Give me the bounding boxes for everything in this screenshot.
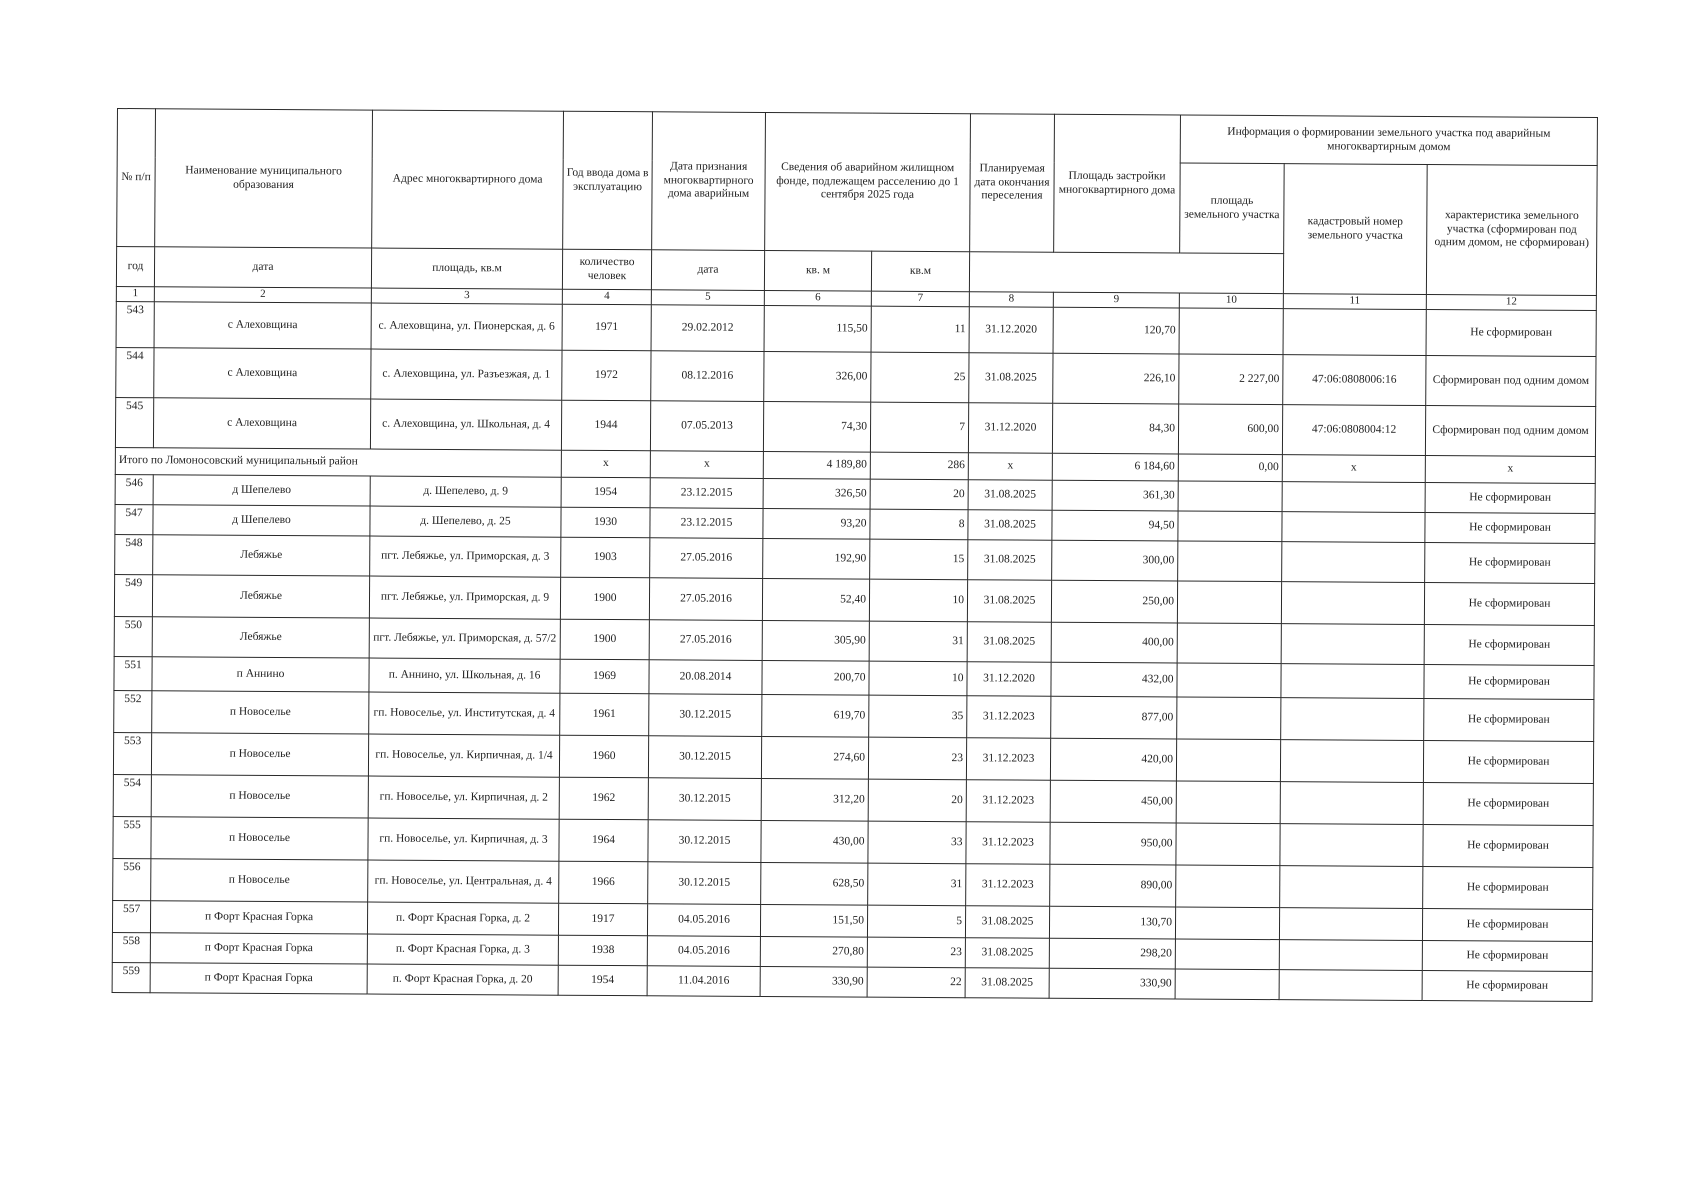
cell-planned-date: 31.12.2020 — [967, 662, 1051, 697]
cell-cadastral-number — [1280, 866, 1423, 909]
cell-year: 1972 — [562, 350, 651, 401]
header-fund: Сведения об аварийном жилищном фонде, подлежащем расселению до 1 сентября 2025 года — [765, 112, 971, 251]
cell-cadastral-number — [1281, 664, 1424, 699]
cell-planned-date: 31.12.2023 — [966, 738, 1050, 781]
cell-land-status: Не сформирован — [1423, 782, 1593, 825]
header-num: № п/п — [117, 109, 156, 247]
cell-cadastral-number — [1279, 908, 1422, 941]
cell-building-area: 84,30 — [1052, 403, 1178, 454]
cell-people-count: 25 — [871, 352, 969, 403]
cell-people-count: 31 — [869, 621, 967, 662]
cell-municipality: п Аннино — [152, 657, 369, 692]
cell-year: 1944 — [561, 400, 650, 451]
cell-fund-area: 74,30 — [763, 401, 870, 452]
cell-land-area — [1178, 511, 1282, 542]
cell-fund-area: 305,90 — [762, 620, 869, 661]
cell-cadastral-number: 47:06:0808006:16 — [1283, 355, 1426, 406]
cell-fund-area: 326,50 — [763, 478, 870, 509]
header-cadastral: кадастровый номер земельного участка — [1283, 164, 1427, 295]
cell-year: 1971 — [562, 304, 651, 351]
cell-land-area — [1177, 663, 1281, 698]
column-index-cell: 2 — [154, 287, 371, 303]
cell-building-area: 130,70 — [1049, 906, 1175, 939]
cell-address: пгт. Лебяжье, ул. Приморская, д. 9 — [369, 576, 560, 619]
cell-municipality: п Форт Красная Горка — [150, 933, 367, 964]
total-planned: x — [968, 453, 1052, 481]
cell-municipality: п Новоселье — [151, 733, 368, 776]
cell-people-count: 10 — [869, 579, 967, 622]
cell-address: пгт. Лебяжье, ул. Приморская, д. 3 — [370, 536, 561, 577]
cell-planned-date: 31.12.2023 — [966, 780, 1050, 823]
cell-land-status: Не сформирован — [1425, 482, 1595, 513]
cell-year: 1966 — [559, 861, 648, 904]
cell-municipality: п Форт Красная Горка — [150, 963, 367, 994]
unit-date: дата — [154, 247, 371, 288]
cell-land-area — [1175, 969, 1279, 1000]
cell-planned-date: 31.12.2023 — [967, 696, 1051, 739]
cell-fund-area: 200,70 — [762, 660, 869, 695]
cell-land-area — [1175, 939, 1279, 970]
cell-fund-area: 93,20 — [763, 508, 870, 539]
cell-fund-area: 312,20 — [761, 778, 868, 821]
cell-municipality: с Алеховщина — [154, 302, 371, 349]
cell-planned-date: 31.12.2023 — [966, 822, 1050, 865]
cell-municipality: с Алеховщина — [154, 348, 371, 399]
header-land-info: Информация о формировании земельного участка под аварийным многоквартирным домом — [1180, 115, 1597, 166]
cell-row-number: 554 — [113, 774, 151, 816]
cell-land-area — [1176, 781, 1280, 824]
cell-cadastral-number — [1280, 782, 1423, 825]
unit-people: количество человек — [562, 249, 651, 290]
cell-people-count: 23 — [868, 737, 966, 780]
cell-cadastral-number — [1280, 824, 1423, 867]
cell-recognition-date: 30.12.2015 — [648, 778, 761, 821]
table-row — [116, 347, 1596, 406]
cell-people-count: 7 — [870, 402, 968, 453]
cell-year: 1954 — [558, 965, 647, 996]
cell-cadastral-number — [1281, 582, 1424, 625]
column-index-cell: 8 — [969, 292, 1053, 308]
table-header — [116, 109, 1597, 296]
cell-address: гп. Новоселье, ул. Кирпичная, д. 2 — [368, 776, 559, 819]
column-index-cell: 11 — [1283, 294, 1426, 310]
total-year: x — [561, 450, 650, 478]
cell-people-count: 22 — [867, 967, 965, 998]
cell-land-status: Не сформирован — [1425, 542, 1595, 583]
cell-address: пгт. Лебяжье, ул. Приморская, д. 57/2 — [369, 618, 560, 659]
cell-recognition-date: 27.05.2016 — [649, 620, 762, 661]
cell-row-number: 545 — [115, 397, 153, 447]
cell-municipality: п Новоселье — [151, 775, 368, 818]
cell-year: 1969 — [560, 659, 649, 694]
cell-land-status: Не сформирован — [1423, 866, 1593, 909]
cell-fund-area: 274,60 — [761, 736, 868, 779]
cell-fund-area: 151,50 — [760, 904, 867, 937]
cell-municipality: с Алеховщина — [153, 398, 370, 449]
cell-municipality: Лебяжье — [153, 535, 370, 576]
cell-land-area — [1176, 865, 1280, 908]
cell-land-status: Не сформирован — [1422, 908, 1592, 941]
cell-land-area: 2 227,00 — [1179, 354, 1283, 405]
total-build: 6 184,60 — [1052, 453, 1178, 481]
cell-land-status: Не сформирован — [1424, 624, 1594, 665]
cell-fund-area: 628,50 — [761, 862, 868, 905]
header-building-area: Площадь застройки многоквартирного дома — [1054, 114, 1181, 253]
cell-municipality: Лебяжье — [152, 617, 369, 658]
cell-building-area: 950,00 — [1050, 822, 1176, 865]
cell-land-area — [1179, 308, 1283, 355]
cell-people-count: 10 — [869, 661, 967, 696]
cell-land-area: 600,00 — [1178, 404, 1282, 455]
header-land-area: площадь земельного участка — [1180, 163, 1285, 254]
cell-people-count: 31 — [868, 863, 966, 906]
unit-sqm: кв. м — [764, 250, 871, 291]
cell-recognition-date: 27.05.2016 — [650, 538, 763, 579]
column-index-cell: 9 — [1053, 292, 1179, 308]
cell-row-number: 546 — [115, 474, 153, 504]
cell-fund-area: 270,80 — [760, 936, 867, 967]
total-label: Итого по Ломоносовский муниципальный район — [115, 447, 561, 477]
cell-row-number: 550 — [114, 616, 152, 656]
cell-address: п. Аннино, ул. Школьная, д. 16 — [369, 658, 560, 693]
cell-recognition-date: 04.05.2016 — [647, 904, 760, 937]
cell-fund-area: 52,40 — [762, 578, 869, 621]
cell-recognition-date: 29.02.2012 — [651, 305, 764, 352]
cell-address: п. Форт Красная Горка, д. 20 — [367, 964, 558, 995]
total-area: 4 189,80 — [763, 451, 870, 479]
header-year: Год ввода дома в эксплуатацию — [563, 111, 653, 250]
cell-row-number: 547 — [115, 504, 153, 534]
unit-date2: дата — [651, 250, 764, 291]
cell-row-number: 543 — [116, 301, 154, 347]
cell-recognition-date: 27.05.2016 — [649, 578, 762, 621]
cell-row-number: 557 — [112, 900, 150, 932]
cell-row-number: 548 — [115, 534, 153, 574]
cell-address: д. Шепелево, д. 9 — [370, 476, 561, 507]
cell-address: п. Форт Красная Горка, д. 2 — [367, 902, 558, 935]
cell-building-area: 361,30 — [1052, 480, 1178, 511]
cell-recognition-date: 04.05.2016 — [647, 936, 760, 967]
total-cad: x — [1282, 455, 1425, 483]
cell-land-area — [1176, 739, 1280, 782]
cell-land-status: Сформирован под одним домом — [1426, 356, 1596, 407]
cell-recognition-date: 23.12.2015 — [650, 508, 763, 539]
cell-land-status: Не сформирован — [1426, 310, 1596, 357]
cell-cadastral-number — [1283, 309, 1426, 356]
header-land-char: характеристика земельного участка (сформирован под одним домом, не сформирован) — [1426, 165, 1597, 296]
cell-planned-date: 31.08.2025 — [968, 480, 1052, 511]
cell-year: 1900 — [560, 619, 649, 660]
housing-table — [112, 108, 1598, 1002]
cell-recognition-date: 23.12.2015 — [650, 478, 763, 509]
cell-building-area: 226,10 — [1053, 353, 1179, 404]
cell-year: 1960 — [559, 735, 648, 778]
header-municipality: Наименование муниципального образования — [155, 109, 373, 248]
cell-building-area: 400,00 — [1051, 622, 1177, 663]
cell-building-area: 300,00 — [1052, 540, 1178, 581]
cell-people-count: 20 — [870, 479, 968, 510]
total-people: 286 — [870, 452, 968, 480]
cell-fund-area: 192,90 — [763, 538, 870, 579]
column-index-cell: 3 — [371, 288, 562, 304]
cell-building-area: 432,00 — [1051, 662, 1177, 697]
cell-fund-area: 619,70 — [762, 694, 869, 737]
cell-address: с. Алеховщина, ул. Разъезжая, д. 1 — [371, 349, 562, 400]
cell-recognition-date: 07.05.2013 — [650, 401, 763, 452]
cell-row-number: 553 — [113, 732, 151, 774]
cell-land-status: Не сформирован — [1423, 740, 1593, 783]
cell-building-area: 94,50 — [1052, 510, 1178, 541]
cell-recognition-date: 30.12.2015 — [649, 694, 762, 737]
cell-address: гп. Новоселье, ул. Институтская, д. 4 — [369, 692, 560, 735]
cell-municipality: Лебяжье — [152, 575, 369, 618]
cell-address: с. Алеховщина, ул. Пионерская, д. 6 — [371, 303, 562, 350]
cell-municipality: д Шепелево — [153, 505, 370, 536]
cell-planned-date: 31.12.2020 — [968, 403, 1052, 454]
cell-land-status: Не сформирован — [1424, 664, 1594, 699]
cell-planned-date: 31.12.2023 — [966, 864, 1050, 907]
cell-recognition-date: 30.12.2015 — [648, 820, 761, 863]
cell-row-number: 549 — [114, 574, 152, 616]
header-date-recognition: Дата признания многоквартирного дома аварийным — [652, 112, 766, 251]
cell-year: 1903 — [561, 537, 650, 578]
cell-year: 1938 — [558, 935, 647, 966]
document-sheet — [112, 108, 1597, 1002]
cell-address: гп. Новоселье, ул. Кирпичная, д. 3 — [368, 818, 559, 861]
cell-planned-date: 31.08.2025 — [967, 580, 1051, 623]
cell-year: 1900 — [560, 577, 649, 620]
cell-municipality: п Новоселье — [151, 859, 368, 902]
cell-recognition-date: 30.12.2015 — [648, 736, 761, 779]
cell-planned-date: 31.08.2025 — [969, 353, 1053, 404]
cell-year: 1964 — [559, 819, 648, 862]
cell-land-area — [1178, 541, 1282, 582]
cell-cadastral-number: 47:06:0808004:12 — [1282, 405, 1425, 456]
total-date: x — [650, 451, 763, 479]
cell-people-count: 5 — [867, 905, 965, 938]
cell-row-number: 552 — [114, 690, 152, 732]
cell-land-status: Не сформирован — [1423, 824, 1593, 867]
cell-land-area — [1177, 581, 1281, 624]
cell-building-area: 298,20 — [1049, 938, 1175, 969]
cell-land-status: Не сформирован — [1424, 582, 1594, 625]
cell-row-number: 555 — [113, 816, 151, 858]
cell-people-count: 20 — [868, 779, 966, 822]
cell-row-number: 559 — [112, 962, 150, 992]
cell-people-count: 23 — [867, 937, 965, 968]
cell-land-status: Не сформирован — [1425, 512, 1595, 543]
unit-year: год — [116, 247, 154, 287]
cell-building-area: 250,00 — [1051, 580, 1177, 623]
cell-address: п. Форт Красная Горка, д. 3 — [367, 934, 558, 965]
total-land: 0,00 — [1178, 454, 1282, 482]
cell-planned-date: 31.08.2025 — [965, 968, 1049, 999]
cell-recognition-date: 08.12.2016 — [651, 351, 764, 402]
column-index-cell: 12 — [1426, 295, 1596, 311]
unit-sqm2: кв.м — [871, 251, 969, 292]
cell-recognition-date: 20.08.2014 — [649, 660, 762, 695]
cell-cadastral-number — [1282, 542, 1425, 583]
cell-address: гп. Новоселье, ул. Кирпичная, д. 1/4 — [368, 734, 559, 777]
cell-fund-area: 330,90 — [760, 966, 867, 997]
cell-people-count: 11 — [871, 306, 969, 353]
cell-row-number: 544 — [116, 347, 154, 397]
column-index-cell: 6 — [764, 290, 871, 306]
cell-address: гп. Новоселье, ул. Центральная, д. 4 — [368, 860, 559, 903]
cell-people-count: 15 — [870, 539, 968, 580]
header-planned: Планируемая дата окончания переселения — [970, 114, 1055, 253]
column-index-cell: 7 — [871, 291, 969, 307]
total-char: x — [1425, 455, 1595, 483]
cell-building-area: 877,00 — [1051, 696, 1177, 739]
cell-fund-area: 326,00 — [764, 351, 871, 402]
cell-row-number: 551 — [114, 656, 152, 690]
cell-planned-date: 31.08.2025 — [967, 622, 1051, 663]
cell-cadastral-number — [1281, 624, 1424, 665]
cell-recognition-date: 30.12.2015 — [648, 862, 761, 905]
cell-row-number: 556 — [113, 858, 151, 900]
cell-year: 1917 — [558, 903, 647, 936]
cell-address: с. Алеховщина, ул. Школьная, д. 4 — [370, 399, 561, 450]
cell-people-count: 35 — [869, 695, 967, 738]
cell-municipality: п Форт Красная Горка — [150, 901, 367, 934]
cell-cadastral-number — [1282, 482, 1425, 513]
column-index-cell: 1 — [116, 286, 154, 301]
cell-year: 1962 — [559, 777, 648, 820]
unit-area: площадь, кв.м — [371, 248, 562, 289]
cell-land-area — [1176, 823, 1280, 866]
cell-fund-area: 115,50 — [764, 305, 871, 352]
cell-cadastral-number — [1282, 512, 1425, 543]
cell-recognition-date: 11.04.2016 — [647, 966, 760, 997]
cell-year: 1954 — [561, 477, 650, 508]
cell-municipality: д Шепелево — [153, 475, 370, 506]
cell-building-area: 890,00 — [1050, 864, 1176, 907]
cell-year: 1930 — [561, 507, 650, 538]
cell-municipality: п Новоселье — [152, 691, 369, 734]
cell-row-number: 558 — [112, 932, 150, 962]
cell-land-status: Не сформирован — [1422, 970, 1592, 1001]
cell-land-area — [1178, 481, 1282, 512]
cell-planned-date: 31.08.2025 — [968, 510, 1052, 541]
cell-cadastral-number — [1279, 970, 1422, 1001]
table-row — [115, 397, 1595, 456]
cell-land-status: Сформирован под одним домом — [1425, 405, 1595, 456]
cell-address: д. Шепелево, д. 25 — [370, 506, 561, 537]
cell-cadastral-number — [1280, 740, 1423, 783]
cell-fund-area: 430,00 — [761, 820, 868, 863]
cell-planned-date: 31.08.2025 — [965, 938, 1049, 969]
column-index-cell: 5 — [651, 290, 764, 306]
column-index-cell: 10 — [1179, 293, 1283, 309]
cell-cadastral-number — [1281, 698, 1424, 741]
cell-planned-date: 31.12.2020 — [969, 307, 1053, 354]
cell-building-area: 330,90 — [1049, 968, 1175, 999]
cell-land-status: Не сформирован — [1424, 698, 1594, 741]
cell-land-area — [1175, 907, 1279, 940]
cell-land-area — [1177, 623, 1281, 664]
cell-cadastral-number — [1279, 940, 1422, 971]
header-address: Адрес многоквартирного дома — [372, 110, 564, 249]
cell-land-area — [1177, 697, 1281, 740]
table-body — [112, 286, 1596, 1001]
cell-land-status: Не сформирован — [1422, 940, 1592, 971]
cell-building-area: 120,70 — [1053, 307, 1179, 354]
column-index-cell: 4 — [562, 289, 651, 305]
cell-building-area: 450,00 — [1050, 780, 1176, 823]
cell-planned-date: 31.08.2025 — [965, 906, 1049, 939]
cell-people-count: 8 — [870, 509, 968, 540]
cell-year: 1961 — [560, 693, 649, 736]
cell-municipality: п Новоселье — [151, 817, 368, 860]
cell-planned-date: 31.08.2025 — [968, 540, 1052, 581]
cell-people-count: 33 — [868, 821, 966, 864]
cell-building-area: 420,00 — [1050, 738, 1176, 781]
